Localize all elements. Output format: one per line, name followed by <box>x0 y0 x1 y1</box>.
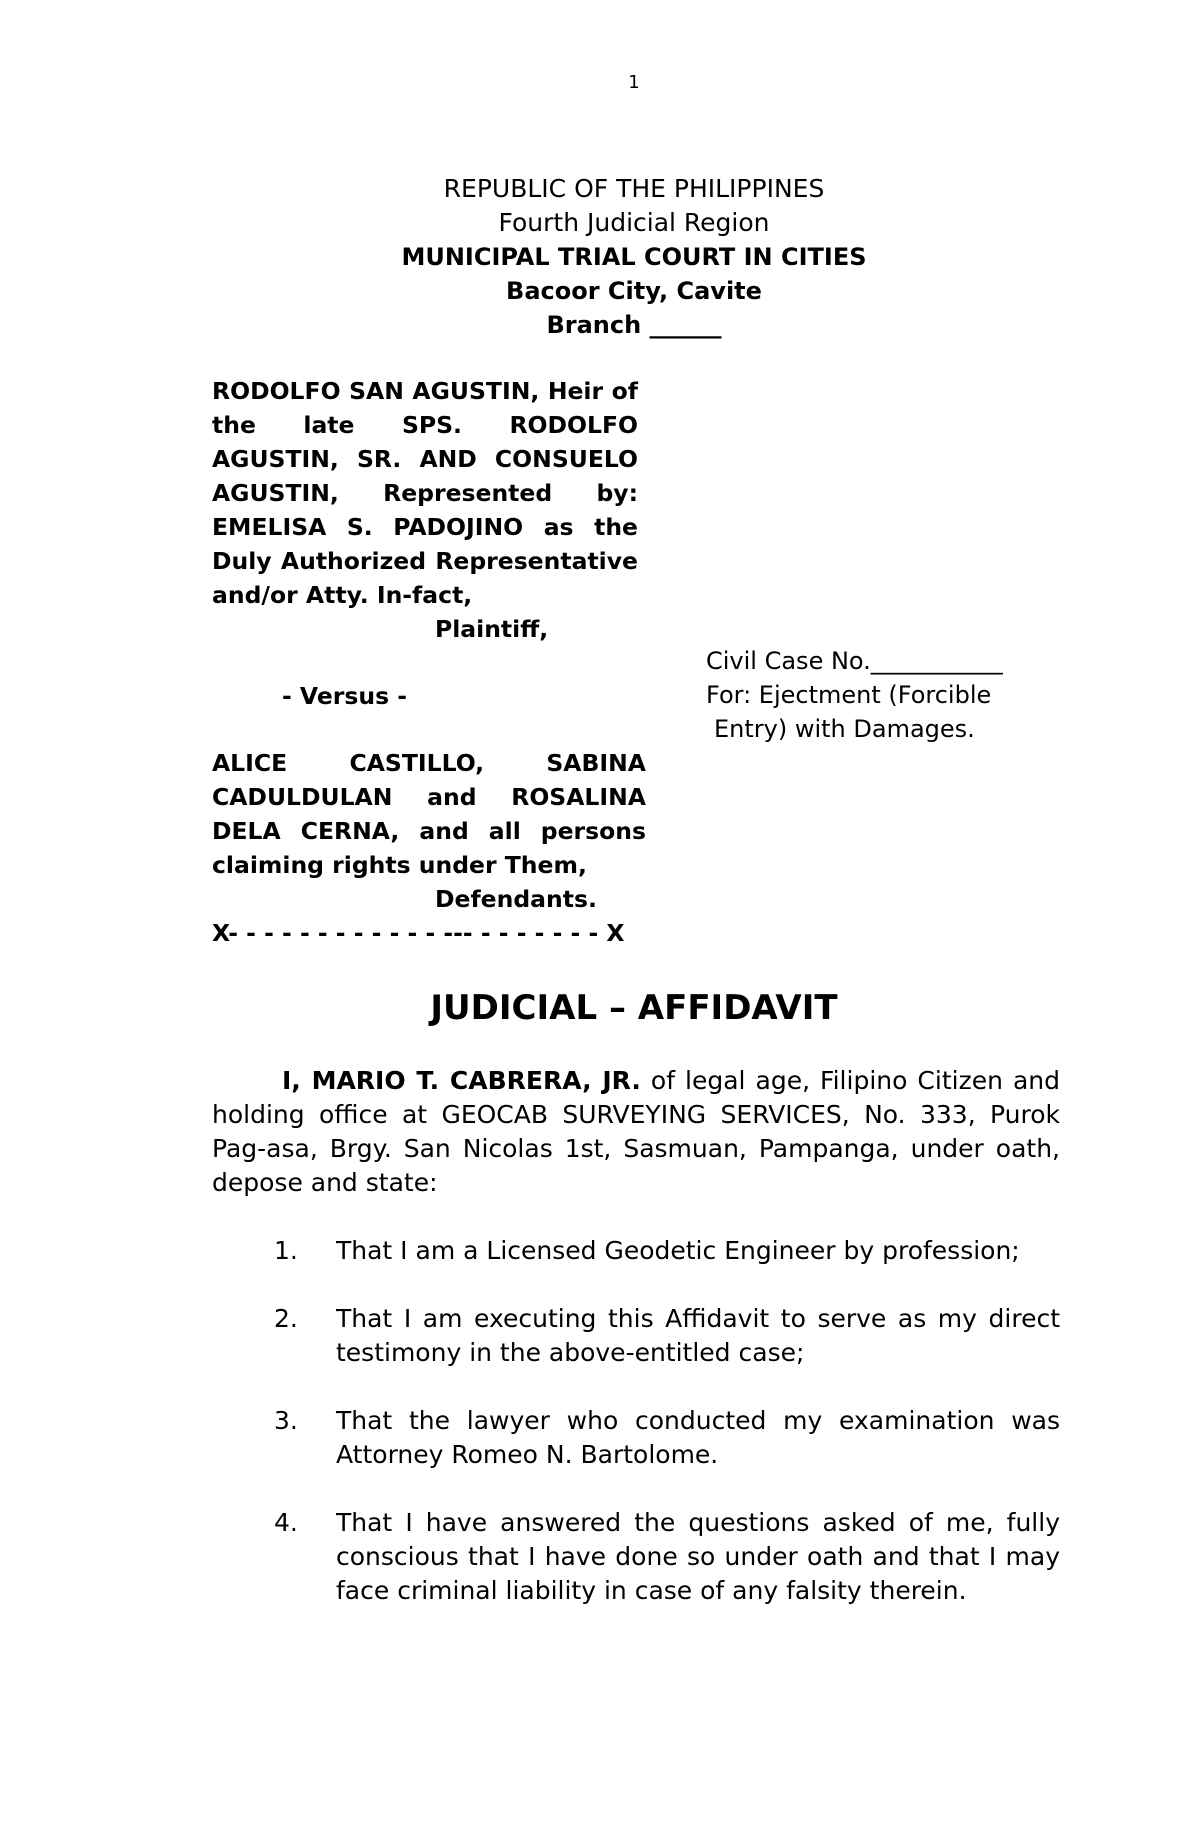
case-nature-line1: For: Ejectment (Forcible <box>706 681 992 709</box>
defendant-description: ALICE CASTILLO, SABINA CADULDULAN and ROSALINA DELA CERNA, and all persons claiming rights under Them, <box>212 749 646 879</box>
list-item-number: 1. <box>274 1236 298 1265</box>
list-item-text: That I am executing this Affidavit to serve as my direct testimony in the above-entitled case; <box>336 1304 1060 1367</box>
page-number: 1 <box>628 72 640 93</box>
plaintiff-description: RODOLFO SAN AGUSTIN, Heir of the late SPS. RODOLFO AGUSTIN, SR. AND CONSUELO AGUSTIN, Represented by: EMELISA S. PADOJINO as the Duly Authorized Representative and/or Atty. In-fact, <box>212 377 638 609</box>
statement-list <box>212 1234 1060 1642</box>
region-line: Fourth Judicial Region <box>498 208 770 237</box>
document-title: JUDICIAL – AFFIDAVIT <box>430 988 838 1028</box>
affiant-intro <box>212 1064 1060 1200</box>
list-item-text: That I am a Licensed Geodetic Engineer by profession; <box>336 1236 1020 1265</box>
list-item-number: 2. <box>274 1304 298 1333</box>
case-nature-line2: Entry) with Damages. <box>714 715 975 743</box>
court-name: MUNICIPAL TRIAL COURT IN CITIES <box>401 243 867 271</box>
list-item <box>212 1302 1060 1370</box>
defendants-label: Defendants. <box>435 885 597 913</box>
caption-separator: X- - - - - - - - - - - - --- - - - - - - - X <box>212 919 625 947</box>
affiant-details: of legal age, Filipino Citizen and holding office at GEOCAB SURVEYING SERVICES, No. 333, Purok Pag-asa, Brgy. San Nicolas 1st, Sasmuan, Pampanga, under oath, depose and state: <box>212 1066 1060 1197</box>
court-header <box>0 172 1200 342</box>
list-item-text: That I have answered the questions asked of me, fully conscious that I have done so under oath and that I may face criminal liability in case of any falsity therein. <box>336 1508 1060 1605</box>
list-item <box>212 1404 1060 1472</box>
list-item <box>212 1506 1060 1608</box>
republic-line: REPUBLIC OF THE PHILIPPINES <box>443 174 825 203</box>
list-item-text: That the lawyer who conducted my examination was Attorney Romeo N. Bartolome. <box>336 1406 1060 1469</box>
civil-case-number: Civil Case No.___________ <box>706 647 1003 675</box>
affiant-name: I, MARIO T. CABRERA, JR. <box>282 1066 641 1095</box>
list-item-number: 3. <box>274 1406 298 1435</box>
court-city: Bacoor City, Cavite <box>506 277 762 305</box>
case-info <box>706 644 1003 746</box>
plaintiff-label: Plaintiff, <box>435 615 549 643</box>
versus-label: - Versus - <box>282 682 408 710</box>
list-item <box>212 1234 1060 1268</box>
list-item-number: 4. <box>274 1508 298 1537</box>
court-branch: Branch ______ <box>546 311 722 339</box>
